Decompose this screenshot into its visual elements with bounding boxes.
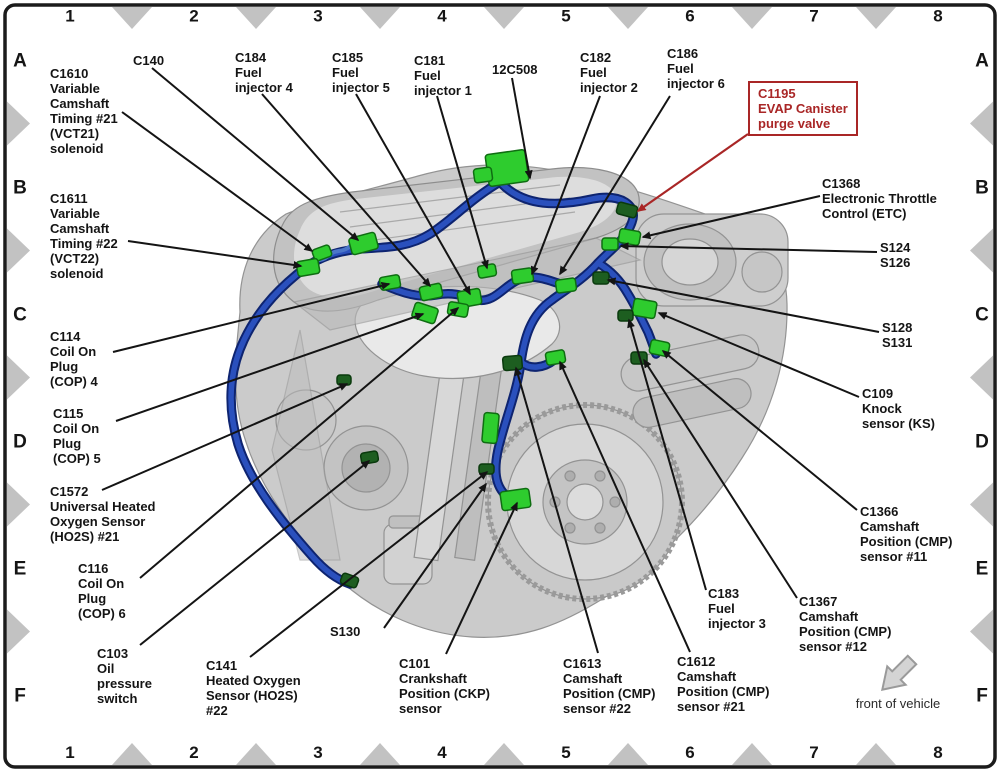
callout-line: C186 [667, 46, 699, 61]
grid-col-label-bottom: 5 [561, 743, 571, 762]
connector-marker [379, 274, 401, 290]
grid-triangle-left [7, 229, 30, 273]
callout-c1610 [50, 66, 118, 156]
connector-marker [632, 298, 658, 319]
grid-col-label-top: 5 [561, 6, 571, 26]
callout-line: sensor #21 [677, 699, 745, 714]
connector-marker [602, 238, 618, 250]
grid-triangle-right [970, 102, 993, 146]
callout-line: Camshaft [50, 221, 110, 236]
callout-line: sensor #22 [563, 701, 631, 716]
callout-c182 [580, 50, 638, 95]
callout-c116 [78, 561, 126, 621]
callout-line: injector 1 [414, 83, 472, 98]
callout-line: injector 3 [708, 616, 766, 631]
intake-throttle-assembly [636, 214, 788, 306]
callout-line: Fuel [332, 65, 359, 80]
callout-line: Fuel [235, 65, 262, 80]
callout-line: 12C508 [492, 62, 538, 77]
callout-line: Coil On [50, 344, 97, 359]
callout-line: C116 [78, 561, 109, 576]
grid-triangle-right [970, 610, 993, 654]
callout-line: Position (CMP) [563, 686, 656, 701]
connector-marker [473, 167, 493, 183]
grid-triangle-top [484, 7, 524, 29]
callout-line: C1613 [563, 656, 602, 671]
grid-triangle-bottom [608, 743, 648, 765]
grid-triangle-left [7, 102, 30, 146]
callout-s124 [880, 240, 910, 270]
grid-row-label-right: E [975, 558, 989, 580]
callout-line: (COP) 5 [53, 451, 101, 466]
callout-c1613 [563, 656, 655, 716]
grid-col-label-top: 1 [65, 6, 75, 26]
callout-c141 [206, 658, 301, 718]
callout-line: Crankshaft [399, 671, 467, 686]
callout-line: Coil On [78, 576, 125, 591]
callout-line: (VCT22) [50, 251, 100, 266]
callout-c1612 [677, 654, 769, 714]
grid-col-label-top: 4 [437, 6, 447, 26]
connector-marker [618, 310, 633, 321]
callout-line: Fuel [708, 601, 735, 616]
grid-col-label-top: 6 [685, 6, 695, 26]
callout-line: S131 [882, 335, 913, 350]
callout-line: Electronic Throttle [822, 191, 937, 206]
callout-line: Camshaft [677, 669, 737, 684]
grid-triangle-bottom [112, 743, 152, 765]
grid-triangle-left [7, 610, 30, 654]
callout-c181 [414, 53, 472, 98]
grid-col-label-top: 2 [189, 6, 199, 26]
grid-row-label-right: D [975, 431, 989, 453]
grid-triangle-right [970, 483, 993, 527]
grid-col-label-bottom: 4 [437, 743, 447, 762]
callout-s128 [882, 320, 912, 350]
connector-marker [482, 412, 500, 443]
callout-c114 [50, 329, 98, 389]
callout-line: purge valve [758, 116, 831, 131]
callout-c1195 [748, 81, 858, 136]
callout-line: C1612 [677, 654, 716, 669]
grid-col-label-bottom: 2 [189, 743, 199, 762]
callout-line: Position (CMP) [799, 624, 892, 639]
grid-triangle-left [7, 356, 30, 400]
grid-triangle-bottom [732, 743, 772, 765]
callout-line: Universal Heated [50, 499, 156, 514]
connector-marker [593, 272, 609, 284]
callout-line: C1367 [799, 594, 838, 609]
callout-line: C103 [97, 646, 129, 661]
callout-line: Camshaft [860, 519, 920, 534]
callout-line: C1368 [822, 176, 861, 191]
grid-col-label-top: 3 [313, 6, 323, 26]
callout-line: solenoid [50, 266, 104, 281]
callout-line: C1611 [50, 191, 88, 206]
connector-marker [360, 451, 379, 465]
grid-row-label-left: E [13, 558, 27, 580]
callout-line: Fuel [414, 68, 441, 83]
callout-line: Heated Oxygen [206, 673, 301, 688]
callout-line: pressure [97, 676, 152, 691]
callout-line: Plug [78, 591, 107, 606]
callout-line: injector 2 [580, 80, 638, 95]
grid-row-label-right: A [975, 50, 989, 72]
grid-triangle-top [360, 7, 400, 29]
grid-triangle-left [7, 483, 30, 527]
callout-line: C101 [399, 656, 431, 671]
grid-row-label-right: B [975, 177, 989, 199]
grid-triangle-bottom [484, 743, 524, 765]
connector-marker [618, 228, 641, 245]
callout-line: C181 [414, 53, 446, 68]
callout-c103 [97, 646, 152, 706]
callout-line: Variable [50, 81, 100, 96]
callout-line: sensor [399, 701, 442, 716]
callout-line: Position (CKP) [399, 686, 490, 701]
grid-row-label-left: C [13, 304, 27, 326]
callout-c140 [133, 53, 164, 68]
callout-line: C140 [133, 53, 165, 68]
grid-triangle-top [856, 7, 896, 29]
grid-triangle-top [236, 7, 276, 29]
connector-marker [337, 375, 351, 385]
grid-row-label-left: B [13, 177, 27, 199]
grid-triangle-right [970, 356, 993, 400]
callout-line: sensor #11 [860, 549, 928, 564]
callout-c1366 [860, 504, 952, 564]
callout-line: Timing #22 [50, 236, 118, 251]
callout-line: C1572 [50, 484, 89, 499]
callout-line: Position (CMP) [860, 534, 953, 549]
callout-line: S124 [880, 240, 911, 255]
leader-c1195 [638, 134, 748, 211]
front-of-vehicle-arrow [873, 651, 921, 699]
callout-c1368 [822, 176, 937, 221]
connector-marker [545, 349, 566, 365]
callout-line: switch [97, 691, 138, 706]
grid-row-label-right: C [975, 304, 989, 326]
grid-triangle-bottom [360, 743, 400, 765]
callout-line: Camshaft [563, 671, 623, 686]
callout-c185 [332, 50, 390, 95]
callout-line: C1610 [50, 66, 89, 81]
callout-line: sensor (KS) [862, 416, 935, 431]
callout-line: (VCT21) [50, 126, 100, 141]
callout-line: Position (CMP) [677, 684, 770, 699]
callout-line: Plug [53, 436, 82, 451]
callout-c115 [53, 406, 101, 466]
grid-triangle-top [732, 7, 772, 29]
callout-line: C182 [580, 50, 612, 65]
callout-c1367 [799, 594, 891, 654]
grid-col-label-bottom: 3 [313, 743, 323, 762]
callout-line: C1195 [758, 86, 796, 101]
grid-triangle-top [608, 7, 648, 29]
callout-line: Camshaft [799, 609, 859, 624]
connector-marker [555, 278, 577, 294]
callout-line: C184 [235, 50, 267, 65]
callout-line: Timing #21 [50, 111, 118, 126]
grid-col-label-bottom: 1 [65, 743, 75, 762]
callout-line: C141 [206, 658, 238, 673]
callout-line: S128 [882, 320, 913, 335]
callout-line: sensor #12 [799, 639, 867, 654]
callout-line: C185 [332, 50, 364, 65]
grid-triangle-right [970, 229, 993, 273]
grid-row-label-left: A [13, 50, 27, 72]
callout-line: Sensor (HO2S) [206, 688, 298, 703]
grid-col-label-bottom: 7 [809, 743, 819, 762]
callout-c109 [862, 386, 935, 431]
grid-row-label-left: D [13, 431, 27, 453]
callout-line: #22 [206, 703, 228, 718]
callout-c1572 [50, 484, 156, 544]
callout-line: Oil [97, 661, 115, 676]
callout-c1611 [50, 191, 118, 281]
callout-line: S126 [880, 255, 911, 270]
callout-c184 [235, 50, 293, 95]
callout-c183 [708, 586, 766, 631]
callout-line: EVAP Canister [758, 101, 848, 116]
callout-line: solenoid [50, 141, 104, 156]
callout-line: (HO2S) #21 [50, 529, 120, 544]
grid-col-label-bottom: 6 [685, 743, 695, 762]
callout-line: Variable [50, 206, 100, 221]
grid-col-label-bottom: 8 [933, 743, 943, 762]
connector-marker [502, 355, 522, 371]
callout-c101 [399, 656, 490, 716]
callout-line: Camshaft [50, 96, 110, 111]
front-of-vehicle-note: front of vehicle [855, 696, 941, 711]
callout-line: injector 6 [667, 76, 725, 91]
callout-c186 [667, 46, 725, 91]
callout-line: S130 [330, 624, 361, 639]
callout-line: C115 [53, 406, 84, 421]
callout-line: injector 5 [332, 80, 390, 95]
connector-marker [296, 258, 320, 277]
callout-line: C183 [708, 586, 740, 601]
leader-c1610 [122, 112, 312, 251]
callout-line: Plug [50, 359, 79, 374]
callout-line: C1366 [860, 504, 899, 519]
callout-line: Control (ETC) [822, 206, 907, 221]
callout-line: (COP) 6 [78, 606, 126, 621]
grid-col-label-top: 8 [933, 6, 943, 26]
callout-line: Knock [862, 401, 902, 416]
callout-line: C109 [862, 386, 894, 401]
callout-s130 [330, 624, 360, 639]
grid-row-label-right: F [976, 685, 988, 707]
grid-triangle-bottom [856, 743, 896, 765]
grid-col-label-top: 7 [809, 6, 819, 26]
callout-line: (COP) 4 [50, 374, 98, 389]
callout-line: C114 [50, 329, 81, 344]
callout-line: Coil On [53, 421, 100, 436]
callout-line: injector 4 [235, 80, 293, 95]
connector-marker [511, 268, 534, 285]
grid-triangle-bottom [236, 743, 276, 765]
callout-line: Fuel [580, 65, 607, 80]
callout-12c508 [492, 62, 538, 77]
grid-triangle-top [112, 7, 152, 29]
callout-line: Oxygen Sensor [50, 514, 146, 529]
callout-line: Fuel [667, 61, 694, 76]
grid-row-label-left: F [14, 685, 26, 707]
